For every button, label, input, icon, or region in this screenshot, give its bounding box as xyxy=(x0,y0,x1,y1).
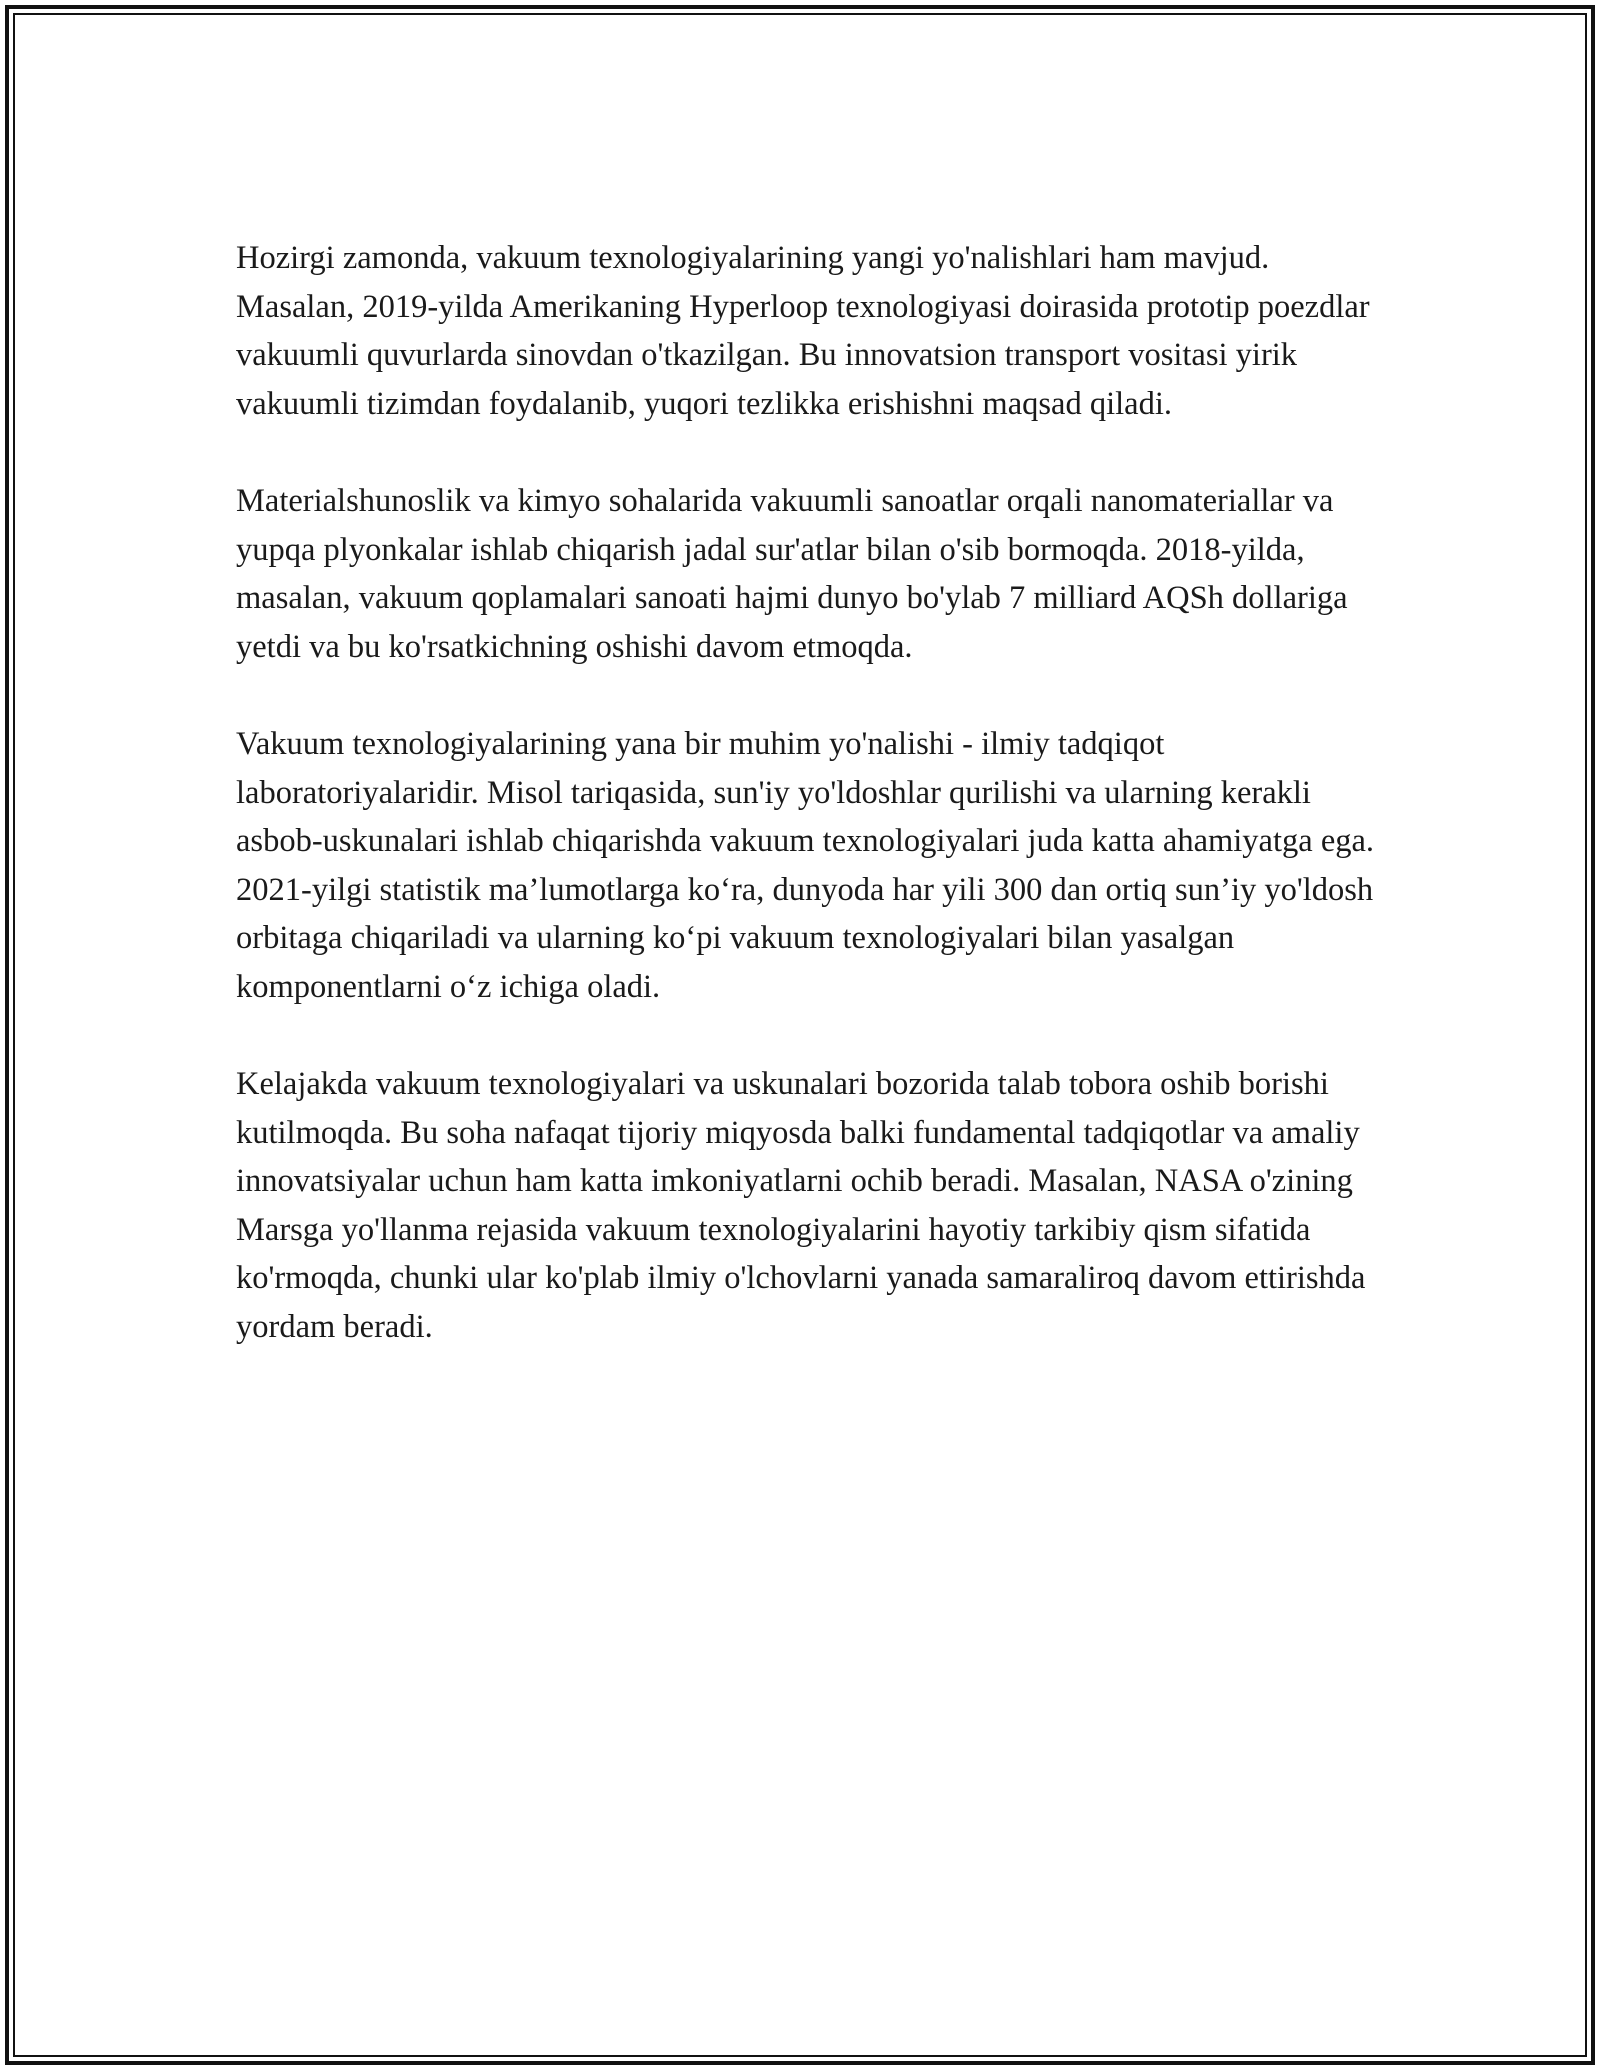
paragraph-future-outlook: Kelajakda vakuum texnologiyalari va uskunalari bozorida talab tobora oshib borishi kutilmoqda. Bu soha nafaqat tijoriy miqyosda balki fundamental tadqiqotlar va amaliy innovatsiyalar uchun ham katta imkoniyatlarni ochib beradi. Masalan, NASA o'zining Marsga yo'llanma rejasida vakuum texnologiyalarini hayotiy tarkibiy qism sifatida ko'rmoqda, chunki ular ko'plab ilmiy o'lchovlarni yanada samaraliroq davom ettirishda yordam beradi. xyxy=(236,1066,1366,1346)
paragraph-hyperloop: Hozirgi zamonda, vakuum texnologiyalarining yangi yo'nalishlari ham mavjud. Masalan, 2019-yilda Amerikaning Hyperloop texnologiyasi doirasida prototip poezdlar vakuumli quvurlarda sinovdan o'tkazilgan. Bu innovatsion transport vositasi yirik vakuumli tizimdan foydalanib, yuqori tezlikka erishishni maqsad qiladi. xyxy=(236,240,1370,422)
document-body xyxy=(236,234,1376,1400)
paragraph-research-laboratories: Vakuum texnologiyalarining yana bir muhim yo'nalishi - ilmiy tadqiqot laboratoriyalaridir. Misol tariqasida, sun'iy yo'ldoshlar qurilishi va ularning kerakli asbob-uskunalari ishlab chiqarishda vakuum texnologiyalari juda katta ahamiyatga ega. 2021-yilgi statistik ma’lumotlarga ko‘ra, dunyoda har yili 300 dan ortiq sun’iy yo'ldosh orbitaga chiqariladi va ularning ko‘pi vakuum texnologiyalari bilan yasalgan komponentlarni o‘z ichiga oladi. xyxy=(236,725,1375,1005)
paragraph-materials-science: Materialshunoslik va kimyo sohalarida vakuumli sanoatlar orqali nanomateriallar va yupqa plyonkalar ishlab chiqarish jadal sur'atlar bilan o'sib bormoqda. 2018-yilda, masalan, vakuum qoplamalari sanoati hajmi dunyo bo'ylab 7 milliard AQSh dollariga yetdi va bu ko'rsatkichning oshishi davom etmoqda. xyxy=(236,482,1348,665)
